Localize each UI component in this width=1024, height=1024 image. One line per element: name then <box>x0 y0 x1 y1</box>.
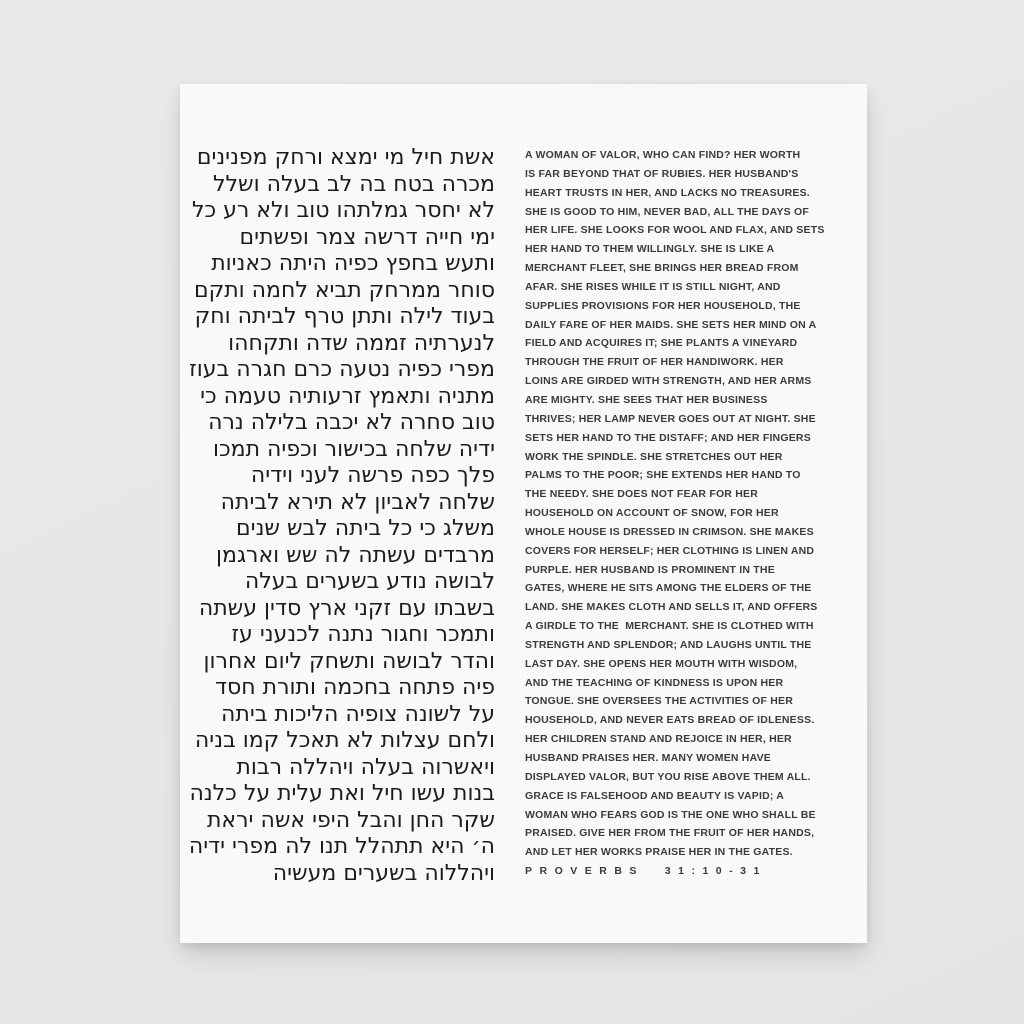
english-line: WORK THE SPINDLE. SHE STRETCHES OUT HER <box>525 450 783 463</box>
english-line: DAILY FARE OF HER MAIDS. SHE SETS HER MIND ON A <box>525 318 817 331</box>
english-line: WOMAN WHO FEARS GOD IS THE ONE WHO SHALL BE <box>525 808 816 821</box>
hebrew-line: טוב סחרה לא יכבה בלילה נרה <box>208 410 495 435</box>
english-line: COVERS FOR HERSELF; HER CLOTHING IS LINEN AND <box>525 544 815 557</box>
english-line: HUSBAND PRAISES HER. MANY WOMEN HAVE <box>525 752 771 764</box>
hebrew-line: מכרה בטח בה לב בעלה ושלל <box>213 171 495 197</box>
english-line: STRENGTH AND SPLENDOR; AND LAUGHS UNTIL THE <box>525 638 812 651</box>
hebrew-line: שלחה לאביון לא תירא לביתה <box>220 489 495 515</box>
hebrew-line: ימי חייה דרשה צמר ופשתים <box>239 224 495 250</box>
hebrew-line: מרבדים עשתה לה שש וארגמן <box>216 542 495 568</box>
hebrew-line: בעוד לילה ותתן טרף לביתה וחק <box>194 304 495 329</box>
english-line: HEART TRUSTS IN HER, AND LACKS NO TREASURES. <box>525 186 810 199</box>
hebrew-line: ויהללוה בשערים מעשיה <box>272 860 495 886</box>
hebrew-line: פלך כפה פרשה לעני וידיה <box>250 463 495 488</box>
english-line: GATES, WHERE HE SITS AMONG THE ELDERS OF THE <box>525 582 812 595</box>
english-line: FIELD AND ACQUIRES IT; SHE PLANTS A VINEYARD <box>525 337 798 350</box>
english-line: A WOMAN OF VALOR, WHO CAN FIND? HER WORTH <box>525 149 801 161</box>
english-line: MERCHANT FLEET, SHE BRINGS HER BREAD FROM <box>525 262 799 275</box>
english-line: PALMS TO THE POOR; SHE EXTENDS HER HAND TO <box>525 469 801 482</box>
hebrew-line: מפרי כפיה נטעה כרם חגרה בעוז <box>189 357 495 382</box>
english-line: AND THE TEACHING OF KINDNESS IS UPON HER <box>525 676 784 689</box>
english-line: IS FAR BEYOND THAT OF RUBIES. HER HUSBAND'S <box>525 167 799 180</box>
verse-reference: PROVERBS 31:10-31 <box>525 865 767 878</box>
english-line: A GIRDLE TO THE MERCHANT. SHE IS CLOTHED WITH <box>525 620 814 633</box>
english-line: LAST DAY. SHE OPENS HER MOUTH WITH WISDOM, <box>525 657 798 670</box>
english-line: WHOLE HOUSE IS DRESSED IN CRIMSON. SHE MAKES <box>525 525 814 538</box>
hebrew-text-column <box>188 145 495 887</box>
english-line: THRIVES; HER LAMP NEVER GOES OUT AT NIGHT. SHE <box>525 412 816 425</box>
hebrew-line: בנות עשו חיל ואת עלית על כלנה <box>189 781 495 806</box>
hebrew-line: ה׳ היא תתהלל תנו לה מפרי ידיה <box>188 834 495 859</box>
english-line: LOINS ARE GIRDED WITH STRENGTH, AND HER ARMS <box>525 375 812 388</box>
hebrew-line: מתניה ותאמץ זרעותיה טעמה כי <box>200 383 495 409</box>
hebrew-line: ולחם עצלות לא תאכל קמו בניה <box>194 728 495 753</box>
english-lines <box>525 146 825 862</box>
hebrew-line: משלג כי כל ביתה לבש שנים <box>236 516 495 541</box>
english-line: HER CHILDREN STAND AND REJOICE IN HER, HER <box>525 733 792 746</box>
english-line: THROUGH THE FRUIT OF HER HANDIWORK. HER <box>525 356 784 369</box>
hebrew-line: בשבתו עם זקני ארץ סדין עשתה <box>198 595 495 621</box>
hebrew-line: פיה פתחה בחכמה ותורת חסד <box>215 675 495 700</box>
english-line: LAND. SHE MAKES CLOTH AND SELLS IT, AND OFFERS <box>525 601 818 614</box>
english-line: PRAISED. GIVE HER FROM THE FRUIT OF HER HANDS, <box>525 827 815 840</box>
poster <box>180 84 867 943</box>
poster-content <box>180 84 867 887</box>
english-line: AFAR. SHE RISES WHILE IT IS STILL NIGHT, AND <box>525 280 781 293</box>
hebrew-line: אשת חיל מי ימצא ורחק מפנינים <box>196 145 495 170</box>
english-line: HER HAND TO THEM WILLINGLY. SHE IS LIKE A <box>525 243 775 256</box>
hebrew-line: והדר לבושה ותשחק ליום אחרון <box>203 648 495 674</box>
hebrew-line: שקר החן והבל היפי אשה יראת <box>206 807 495 833</box>
english-line: SETS HER HAND TO THE DISTAFF; AND HER FINGERS <box>525 431 811 444</box>
hebrew-line: ותעש בחפץ כפיה היתה כאניות <box>211 251 495 276</box>
english-line: PURPLE. HER HUSBAND IS PROMINENT IN THE <box>525 563 775 576</box>
english-line: HOUSEHOLD ON ACCOUNT OF SNOW, FOR HER <box>525 507 779 520</box>
hebrew-line: לנערתיה זממה שדה ותקחהו <box>228 330 495 356</box>
english-line: DISPLAYED VALOR, BUT YOU RISE ABOVE THEM ALL. <box>525 770 811 783</box>
english-line: HOUSEHOLD, AND NEVER EATS BREAD OF IDLENESS. <box>525 714 815 727</box>
english-line: TONGUE. SHE OVERSEES THE ACTIVITIES OF HER <box>525 695 794 708</box>
english-line: HER LIFE. SHE LOOKS FOR WOOL AND FLAX, AND SETS <box>525 224 825 237</box>
hebrew-line: על לשונה צופיה הליכות ביתה <box>221 701 495 727</box>
hebrew-line: ידיה שלחה בכישור וכפיה תמכו <box>213 436 495 462</box>
english-line: SUPPLIES PROVISIONS FOR HER HOUSEHOLD, THE <box>525 299 801 312</box>
english-line: ARE MIGHTY. SHE SEES THAT HER BUSINESS <box>525 393 768 406</box>
hebrew-line: סוחר ממרחק תביא לחמה ותקם <box>194 277 495 303</box>
english-line: GRACE IS FALSEHOOD AND BEAUTY IS VAPID; A <box>525 789 785 802</box>
english-line: SHE IS GOOD TO HIM, NEVER BAD, ALL THE DAYS OF <box>525 205 809 218</box>
hebrew-line: לבושה נודע בשערים בעלה <box>244 569 495 594</box>
english-line: THE NEEDY. SHE DOES NOT FEAR FOR HER <box>525 488 758 501</box>
hebrew-line: ויאשרוה בעלה ויהללה רבות <box>236 754 495 780</box>
english-text-column <box>525 145 825 881</box>
hebrew-line: לא יחסר גמלתהו טוב ולא רע כל <box>191 198 495 223</box>
hebrew-line: ותמכר וחגור נתנה לכנעני עז <box>231 622 495 647</box>
english-line: AND LET HER WORKS PRAISE HER IN THE GATES. <box>525 846 793 859</box>
